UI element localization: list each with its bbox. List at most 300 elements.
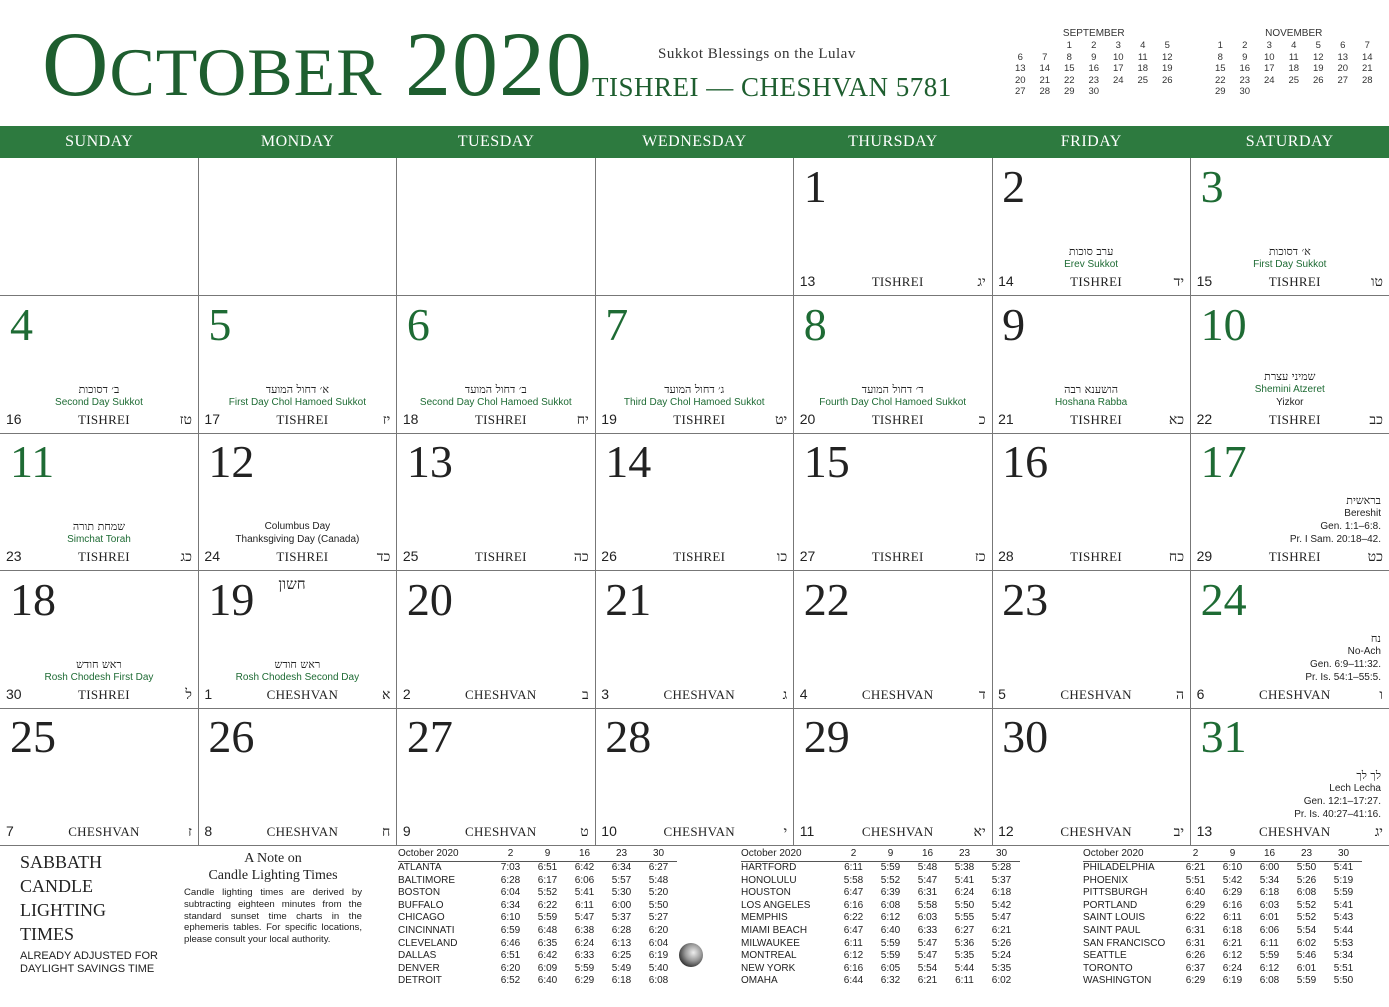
candle-time: 5:59: [574, 962, 595, 974]
hebrew-date: [1197, 548, 1383, 566]
candle-time: 6:22: [537, 899, 558, 911]
hebrew-date: [800, 273, 986, 291]
hebrew-date-month: CHESHVAN: [266, 686, 339, 702]
candle-time: 6:20: [648, 924, 669, 936]
candle-time: 5:26: [1296, 874, 1317, 886]
candle-time: 6:31: [917, 887, 938, 899]
parsha-name: Bereshit: [1344, 508, 1381, 520]
hebrew-date-month: TISHREI: [77, 549, 130, 565]
candle-table-row: [398, 963, 677, 976]
mini-calendar-day: 8: [1217, 51, 1223, 63]
candle-time: 5:59: [1333, 887, 1354, 899]
candle-time: 5:37: [991, 874, 1012, 886]
candle-time: 5:35: [954, 950, 975, 962]
mini-calendar-day: 19: [1312, 63, 1324, 75]
hebrew-date: [6, 548, 192, 566]
hebrew-date-month: TISHREI: [1070, 274, 1123, 290]
mini-calendar-day: 23: [1088, 74, 1100, 86]
weekday-label: MONDAY: [260, 133, 335, 150]
candle-lighting-note: [184, 850, 362, 946]
hebrew-date-number: 5: [998, 685, 1006, 702]
candle-time: 5:26: [991, 937, 1012, 949]
candle-time: 5:48: [917, 862, 938, 873]
mini-calendar-day: 7: [1042, 51, 1048, 63]
hebrew-date-month: CHESHVAN: [1060, 824, 1132, 840]
hebrew-date: [403, 411, 589, 429]
mini-calendar-day: 12: [1161, 51, 1173, 63]
candle-time: 6:03: [1259, 899, 1280, 911]
candle-table-row: [741, 938, 1020, 951]
hebrew-date: [204, 823, 390, 841]
hebrew-date-month: TISHREI: [871, 274, 924, 290]
hebrew-date-month: TISHREI: [1268, 274, 1321, 290]
hebrew-date-month: CHESHVAN: [1259, 686, 1331, 702]
candle-time: 6:12: [1222, 950, 1243, 962]
candle-time: 6:59: [500, 924, 521, 936]
candle-time: 6:51: [500, 950, 521, 962]
day-cell: [397, 708, 596, 846]
mini-calendar-day: 29: [1214, 86, 1226, 98]
candle-time: 5:46: [1296, 950, 1317, 962]
mini-calendar-day: 30: [1088, 86, 1100, 98]
mini-calendar-table: [1208, 40, 1380, 98]
mini-calendar-week: [1208, 52, 1380, 64]
candle-time: 6:42: [537, 950, 558, 962]
day-number: 22: [803, 573, 850, 625]
candle-time: 6:11: [575, 899, 594, 911]
mini-calendar-day: 25: [1137, 74, 1149, 86]
hebrew-date-month: TISHREI: [77, 686, 130, 702]
city-name: WASHINGTON: [1083, 975, 1152, 987]
day-cell: [595, 433, 794, 571]
candle-time: 6:18: [1222, 924, 1243, 936]
hebrew-date-letters: יג: [1374, 824, 1383, 841]
mini-calendar-day: [1306, 86, 1331, 98]
hebrew-date: [1197, 686, 1383, 704]
candle-time: 6:28: [611, 924, 632, 936]
hebrew-date-number: 24: [204, 548, 220, 565]
candle-time: 6:10: [1222, 862, 1243, 873]
hebrew-date-number: 30: [6, 685, 22, 702]
hebrew-date-letters: כב: [1369, 411, 1383, 428]
hebrew-date-number: 2: [402, 685, 411, 702]
candle-time: 6:34: [611, 862, 632, 873]
holiday-info: [198, 658, 396, 684]
subtitle-blessings: Sukkot Blessings on the Lulav: [658, 46, 856, 62]
hebrew-date: [204, 411, 390, 429]
candle-table-row: [741, 925, 1020, 938]
candle-table-header-cell: October 2020: [741, 848, 835, 862]
mini-calendar-day: 14: [1361, 51, 1373, 63]
day-number: 31: [1200, 711, 1247, 763]
hebrew-date-month: TISHREI: [871, 411, 924, 427]
candle-time: 6:11: [1260, 937, 1279, 949]
day-number: 5: [208, 298, 232, 350]
weekday-label: THURSDAY: [848, 133, 938, 150]
candle-time: 6:38: [574, 924, 595, 936]
candle-lighting-table: [398, 848, 677, 988]
hebrew-date-month: CHESHVAN: [1259, 824, 1331, 840]
day-number: 17: [1200, 436, 1247, 488]
holiday-english: Rosh Chodesh First Day: [44, 671, 154, 683]
sabbath-note: DAYLIGHT SAVINGS TIME: [20, 963, 155, 975]
title-initial: O: [42, 13, 110, 115]
city-name: DENVER: [398, 962, 440, 974]
hebrew-date-month: TISHREI: [1268, 411, 1321, 427]
mini-calendar-day: 7: [1364, 40, 1370, 51]
hebrew-date-month: CHESHVAN: [663, 824, 735, 840]
candle-table-row: [398, 938, 677, 951]
candle-time: 5:47: [917, 937, 938, 949]
hebrew-date-month: TISHREI: [474, 411, 527, 427]
candle-time: 5:19: [1333, 874, 1354, 886]
hebrew-date: [601, 548, 787, 566]
day-number: 16: [1002, 436, 1049, 488]
candle-time: 6:11: [955, 975, 974, 987]
day-cell: [397, 433, 596, 571]
candle-time: 5:47: [991, 912, 1012, 924]
holiday-info: [992, 245, 1190, 271]
mini-calendar-day: 28: [1039, 86, 1051, 98]
holiday-hebrew: ב׳ דחול המועד: [464, 382, 527, 396]
city-name: MILWAUKEE: [741, 937, 800, 949]
candle-time: 5:51: [1333, 962, 1354, 974]
candle-table-row: [741, 875, 1020, 888]
candle-table-row: [398, 912, 677, 925]
hebrew-date-letters: יד: [1173, 274, 1185, 291]
candle-table-row: [1083, 950, 1362, 963]
hebrew-date: [601, 823, 787, 841]
candle-time: 5:50: [1333, 975, 1354, 987]
candle-time: 6:34: [500, 899, 521, 911]
day-cell: [0, 708, 199, 846]
candle-table-header-cell: 9: [872, 848, 909, 862]
mini-calendar-day: 13: [1014, 63, 1026, 75]
candle-table-header-cell: 30: [983, 848, 1020, 862]
mini-calendar-day: 3: [1266, 40, 1272, 51]
candle-time: 6:12: [1259, 962, 1280, 974]
mini-calendar-day: 11: [1137, 51, 1148, 63]
candle-table-header-cell: 23: [603, 848, 640, 862]
candle-time: 5:44: [954, 962, 975, 974]
candle-time: 6:16: [843, 962, 864, 974]
day-number: 25: [10, 711, 56, 763]
mini-calendar-day: 1: [1066, 40, 1072, 51]
holiday-info: [992, 383, 1190, 409]
candle-time: 6:08: [1259, 975, 1280, 987]
holiday-hebrew: א׳ דחול המועד: [265, 382, 329, 396]
candle-time: 5:57: [611, 874, 632, 886]
candle-time: 5:50: [954, 899, 975, 911]
day-number: 23: [1002, 573, 1049, 625]
hebrew-date-letters: יב: [1173, 824, 1185, 841]
holiday-hebrew: א׳ דסוכות: [1268, 245, 1311, 259]
city-name: BUFFALO: [398, 899, 444, 911]
hebrew-date-letters: כא: [1168, 411, 1185, 428]
mini-calendar-week: [1208, 86, 1380, 98]
candle-table-row: [398, 862, 677, 875]
candle-table: [741, 848, 1020, 988]
hebrew-date-letters: יט: [775, 411, 788, 428]
hebrew-date: [601, 686, 787, 704]
subtitle-hebrew-months: TISHREI — CHESHVAN 5781: [592, 72, 952, 102]
candle-time: 6:02: [991, 975, 1012, 987]
mini-calendar-day: [1155, 86, 1180, 98]
candle-time: 5:59: [537, 912, 558, 924]
candle-time: 6:09: [537, 962, 558, 974]
candle-table-row: [1083, 875, 1362, 888]
city-name: NEW YORK: [741, 962, 796, 974]
mini-calendar-day: 21: [1361, 63, 1373, 75]
candle-time: 5:43: [1333, 912, 1354, 924]
mini-calendar-day: 26: [1312, 74, 1324, 86]
candle-time: 5:41: [574, 887, 595, 899]
candle-time: 6:40: [537, 975, 558, 987]
mini-calendar-month: SEPTEMBER: [1062, 28, 1125, 39]
candle-table-row: [398, 887, 677, 900]
candle-time: 5:35: [991, 962, 1012, 974]
mini-calendar-day: 29: [1063, 86, 1075, 98]
holiday-hebrew: ב׳ דסוכות: [78, 382, 120, 396]
candle-table-row: [1083, 912, 1362, 925]
candle-time: 6:01: [1296, 962, 1317, 974]
candle-time: 6:25: [611, 950, 632, 962]
mini-calendar-day: [1131, 86, 1156, 98]
candle-table-header-cell: 9: [529, 848, 566, 862]
hebrew-date-month: CHESHVAN: [465, 686, 537, 702]
hebrew-date: [800, 823, 986, 841]
holiday-info: [1305, 632, 1381, 684]
day-number: 29: [803, 711, 850, 763]
hebrew-month-label: חשון: [278, 576, 306, 593]
hebrew-date-letters: א: [381, 686, 391, 703]
day-cell: [992, 708, 1191, 846]
candle-time: 5:30: [611, 887, 632, 899]
candle-time: 5:59: [880, 950, 901, 962]
candle-time: 5:58: [917, 899, 938, 911]
candle-time: 6:06: [1259, 924, 1280, 936]
mini-calendar-table: [1008, 40, 1180, 98]
mini-calendar-day: 20: [1014, 74, 1026, 86]
day-cell: [595, 571, 794, 709]
mini-calendar-day: 4: [1291, 40, 1297, 51]
hebrew-date-letters: ו: [1379, 686, 1383, 703]
candle-time: 5:47: [917, 950, 938, 962]
mini-calendar-day: 27: [1014, 86, 1026, 98]
mini-calendar-september: [1008, 28, 1180, 98]
candle-time: 6:24: [574, 937, 595, 949]
mini-calendar-day: 6: [1340, 40, 1346, 51]
candle-time: 6:48: [537, 924, 558, 936]
candle-time: 6:33: [574, 950, 595, 962]
day-number: 8: [803, 298, 827, 350]
hebrew-date-number: 26: [601, 548, 617, 565]
hebrew-date-number: 10: [601, 823, 617, 840]
hebrew-date-number: 21: [998, 410, 1014, 427]
candle-time: 6:08: [648, 975, 669, 987]
holiday-hebrew: שמחת תורה: [72, 520, 126, 534]
candle-time: 5:59: [880, 862, 901, 873]
mini-calendar-day: 12: [1312, 51, 1324, 63]
hebrew-date-number: 9: [402, 823, 411, 840]
candle-time: 6:11: [1223, 912, 1242, 924]
candle-time: 5:53: [1333, 937, 1354, 949]
candle-table-row: [1083, 975, 1362, 988]
hebrew-date: [998, 686, 1184, 704]
hebrew-date-number: 18: [402, 410, 419, 427]
candle-time: 5:24: [991, 950, 1012, 962]
mini-calendar-day: 9: [1242, 51, 1248, 63]
candle-time: 5:20: [648, 887, 669, 899]
mini-calendar-week: [1208, 75, 1380, 87]
hebrew-date-number: 22: [1196, 410, 1213, 427]
candle-table-row: [398, 900, 677, 913]
weekday-label: TUESDAY: [457, 133, 535, 150]
candle-time: 6:31: [1185, 924, 1206, 936]
hebrew-date-letters: כג: [180, 549, 192, 566]
day-number: 27: [406, 711, 453, 763]
city-name: HONOLULU: [741, 874, 797, 886]
mini-calendar-november: [1208, 28, 1380, 98]
mini-calendar-week: [1008, 40, 1180, 52]
candle-time: 5:59: [1296, 975, 1317, 987]
holiday-info: [397, 383, 595, 409]
holiday-english: Rosh Chodesh Second Day: [235, 671, 360, 683]
hebrew-date-number: 27: [799, 548, 816, 565]
day-cell: [794, 158, 993, 296]
candle-time: 6:21: [991, 924, 1012, 936]
holiday-english: Fourth Day Chol Hamoed Sukkot: [819, 396, 967, 408]
weekday-header: [0, 126, 1389, 158]
candle-table-row: [1083, 887, 1362, 900]
candle-time: 5:41: [1333, 862, 1354, 873]
candle-time: 6:18: [991, 887, 1012, 899]
city-name: DETROIT: [398, 975, 442, 987]
candle-time: 5:44: [1333, 924, 1354, 936]
hebrew-date-letters: ה: [1176, 686, 1185, 703]
day-number: 19: [208, 573, 255, 625]
candle-time: 6:40: [1185, 887, 1206, 899]
candle-time: 6:21: [1222, 937, 1243, 949]
mini-calendar-day: 22: [1063, 74, 1075, 86]
hebrew-date-month: TISHREI: [474, 549, 527, 565]
city-name: BALTIMORE: [398, 874, 456, 886]
sabbath-line: LIGHTING: [20, 900, 106, 920]
candle-time: 5:58: [843, 874, 864, 886]
day-cell: [992, 158, 1191, 296]
candle-time: 6:51: [537, 862, 558, 873]
holiday-note: Yizkor: [1276, 396, 1304, 408]
hebrew-date-number: 14: [998, 273, 1014, 290]
holiday-english: Third Day Chol Hamoed Sukkot: [623, 396, 765, 408]
candle-table-header: [1083, 848, 1362, 862]
day-cell: [0, 571, 199, 709]
holiday-info: [0, 658, 198, 684]
note-title: A Note on: [244, 851, 302, 866]
city-name: PHOENIX: [1083, 874, 1129, 886]
hebrew-date-number: 12: [998, 823, 1014, 840]
candle-time: 5:52: [537, 887, 558, 899]
candle-table-header-cell: 9: [1214, 848, 1251, 862]
candle-table: [398, 848, 677, 988]
holiday-english: First Day Sukkot: [1253, 259, 1327, 271]
holiday-info: [595, 383, 793, 409]
candle-time: 5:50: [1296, 862, 1317, 873]
hebrew-date-number: 15: [1196, 273, 1213, 290]
mini-calendar-day: [1355, 86, 1380, 98]
candle-table-row: [1083, 900, 1362, 913]
mini-calendar-day: 2: [1242, 40, 1248, 51]
city-name: PORTLAND: [1083, 899, 1138, 911]
candle-lighting-table: [741, 848, 1020, 988]
holiday-hebrew: ראש חודש: [76, 657, 122, 671]
hebrew-date: [998, 273, 1184, 291]
candle-table-header-cell: 2: [492, 848, 529, 862]
candle-time: 5:34: [1259, 874, 1280, 886]
candle-table-row: [398, 975, 677, 988]
candle-time: 6:24: [1222, 962, 1243, 974]
city-name: MONTREAL: [741, 950, 797, 962]
day-cell: [0, 296, 199, 434]
mini-calendar-day: 5: [1164, 40, 1170, 51]
empty-day-cell: [0, 158, 199, 296]
day-number: 28: [605, 711, 652, 763]
sabbath-line: SABBATH: [20, 852, 103, 872]
holiday-hebrew: ג׳ דחול המועד: [664, 382, 725, 396]
candle-time: 6:28: [500, 874, 521, 886]
mini-calendar-day: 4: [1140, 40, 1146, 51]
candle-table-header-cell: October 2020: [1083, 848, 1177, 862]
hebrew-date: [204, 548, 390, 566]
candle-time: 5:55: [954, 912, 975, 924]
candle-time: 6:00: [611, 899, 632, 911]
parsha-reading: Gen. 6:9–11:32.: [1310, 658, 1381, 670]
sabbath-note: ALREADY ADJUSTED FOR: [20, 950, 158, 962]
candle-time: 5:28: [991, 862, 1012, 873]
hebrew-date-month: CHESHVAN: [465, 824, 537, 840]
haftarah-reading: Pr. Is. 54:1–55:5.: [1305, 671, 1381, 683]
candle-time: 6:21: [917, 975, 938, 987]
mini-calendar-day: 18: [1288, 63, 1300, 75]
hebrew-date-number: 29: [1196, 548, 1213, 565]
weekday-label: SATURDAY: [1245, 133, 1334, 150]
candle-time: 6:22: [1185, 912, 1206, 924]
mini-calendar-day: 23: [1239, 74, 1251, 86]
hebrew-date-letters: ז: [188, 824, 192, 841]
day-number: 11: [10, 436, 55, 488]
candle-time: 6:18: [611, 975, 632, 987]
day-number: 10: [1200, 298, 1247, 350]
mini-calendar-day: 6: [1017, 51, 1023, 63]
mini-calendar-day: 8: [1066, 51, 1072, 63]
day-number: 12: [208, 436, 255, 488]
mini-calendar-day: 5: [1315, 40, 1321, 51]
mini-calendar-day: 25: [1288, 74, 1300, 86]
candle-table-header-cell: 2: [1177, 848, 1214, 862]
hebrew-date-letters: ב: [582, 686, 589, 703]
day-cell: [794, 708, 993, 846]
hebrew-date-month: CHESHVAN: [861, 686, 934, 702]
candle-table-row: [1083, 925, 1362, 938]
hebrew-date-month: TISHREI: [1070, 549, 1123, 565]
hebrew-date: [6, 686, 192, 704]
candle-time: 5:42: [1222, 874, 1243, 886]
candle-table-row: [741, 963, 1020, 976]
city-name: SEATTLE: [1083, 950, 1127, 962]
mini-calendar-day: 10: [1263, 51, 1275, 63]
hebrew-date-number: 16: [6, 410, 22, 427]
hebrew-date-letters: טז: [179, 411, 192, 428]
